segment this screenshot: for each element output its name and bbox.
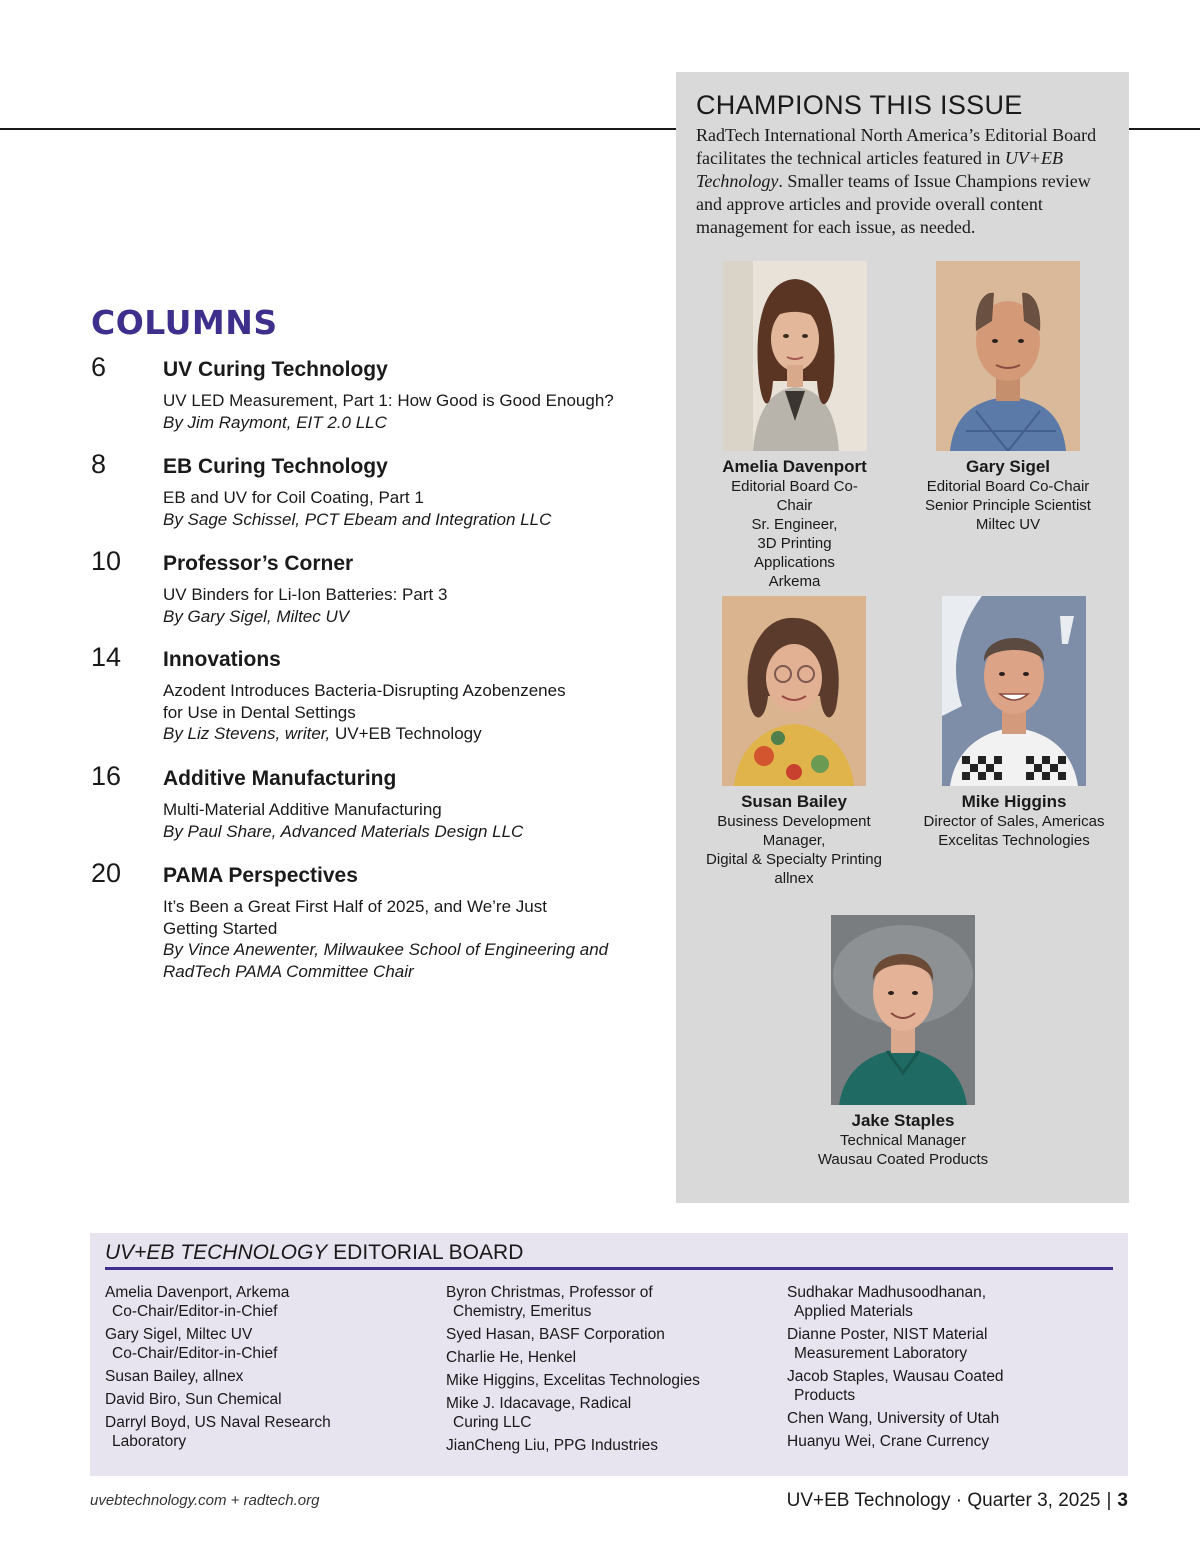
board-member-name: Gary Sigel, Miltec UV	[105, 1326, 253, 1343]
board-member	[105, 1325, 435, 1363]
column-title: PAMA Perspectives	[163, 864, 358, 887]
board-member-detail: Chemistry, Emeritus	[453, 1303, 592, 1320]
column-byline: By Vince Anewenter, Milwaukee School of Engineering and	[163, 940, 609, 959]
column-summary	[163, 896, 653, 982]
board-member-detail: Applied Materials	[794, 1303, 913, 1320]
board-member: Syed Hasan, BASF Corporation	[446, 1326, 665, 1343]
board-member-name: Darryl Boyd, US Naval Research	[105, 1414, 331, 1431]
champion-role: Business Development	[717, 813, 871, 830]
board-member	[105, 1413, 435, 1451]
column-title: Innovations	[163, 648, 281, 671]
champion-susan-bailey	[694, 596, 894, 888]
column-summary	[163, 390, 653, 433]
column-page-number: 6	[91, 352, 107, 382]
champion-gary-sigel	[912, 261, 1104, 534]
board-member-detail: Products	[794, 1387, 856, 1404]
champion-name: Gary Sigel	[965, 457, 1051, 476]
champion-name: Jake Staples	[851, 1111, 955, 1130]
champion-company: Miltec UV	[975, 516, 1041, 533]
champion-role: Digital & Specialty Printing	[706, 851, 882, 868]
champion-company: Wausau Coated Products	[817, 1151, 989, 1168]
board-member-detail: Co-Chair/Editor-in-Chief	[112, 1345, 278, 1362]
editorial-board-title	[105, 1241, 523, 1265]
board-member: Mike Higgins, Excelitas Technologies	[446, 1372, 700, 1389]
column-title: Additive Manufacturing	[163, 767, 397, 790]
board-column-1	[105, 1283, 435, 1455]
board-member: Susan Bailey, allnex	[105, 1368, 244, 1385]
page-number: 3	[1117, 1490, 1128, 1511]
champion-role: Editorial Board Co-Chair	[926, 478, 1090, 495]
champion-name: Susan Bailey	[741, 792, 847, 811]
column-article-title: UV LED Measurement, Part 1: How Good is Good Enough?	[163, 391, 614, 410]
champion-name: Mike Higgins	[961, 792, 1067, 811]
board-column-3	[787, 1283, 1117, 1455]
column-byline: RadTech PAMA Committee Chair	[163, 961, 414, 981]
column-summary	[163, 680, 653, 745]
champion-role: Sr. Engineer,	[751, 516, 838, 533]
column-summary	[163, 487, 653, 530]
column-page-number: 8	[91, 449, 107, 479]
column-byline	[163, 723, 653, 745]
champions-desc-part: RadTech International North America’s Editorial Board facilitates the technical articles featured in	[696, 125, 1097, 168]
column-title: Professor’s Corner	[163, 552, 354, 575]
column-article-title: Multi-Material Additive Manufacturing	[163, 800, 442, 819]
board-member-detail: Measurement Laboratory	[794, 1345, 968, 1362]
column-byline: By Gary Sigel, Miltec UV	[163, 606, 350, 626]
champion-name: Amelia Davenport	[722, 457, 867, 476]
board-member: Huanyu Wei, Crane Currency	[787, 1433, 990, 1450]
champion-company: allnex	[774, 870, 814, 887]
champion-role: Editorial Board Co-Chair	[731, 478, 858, 514]
column-title: UV Curing Technology	[163, 358, 388, 381]
board-member	[787, 1367, 1117, 1405]
champions-desc-publication: UV+EB Technology	[696, 148, 1063, 191]
column-article-title: for Use in Dental Settings	[163, 702, 356, 722]
champion-photo	[942, 596, 1086, 786]
column-summary	[163, 799, 653, 842]
column-byline-publication: UV+EB Technology	[330, 724, 482, 743]
board-column-2	[446, 1283, 776, 1459]
board-member	[787, 1283, 1117, 1321]
column-article-title: UV Binders for Li-Ion Batteries: Part 3	[163, 585, 448, 604]
top-rule-left	[0, 128, 676, 130]
board-member-name: Sudhakar Madhusoodhanan,	[787, 1284, 987, 1301]
board-member-detail: Curing LLC	[453, 1414, 532, 1431]
champion-role: Manager,	[762, 832, 826, 849]
footer-issue: UV+EB Technology · Quarter 3, 2025	[786, 1490, 1101, 1511]
column-article-title: It’s Been a Great First Half of 2025, and We’re Just	[163, 897, 547, 916]
board-member: JianCheng Liu, PPG Industries	[446, 1437, 658, 1454]
champions-panel	[676, 72, 1129, 1203]
champion-role: Director of Sales, Americas	[923, 813, 1105, 830]
footer-website-links[interactable]: uvebtechnology.com + radtech.org	[90, 1492, 320, 1509]
column-byline-author: By Liz Stevens, writer,	[163, 724, 331, 743]
board-member-name: Amelia Davenport, Arkema	[105, 1284, 290, 1301]
column-title: EB Curing Technology	[163, 455, 388, 478]
editorial-board	[90, 1233, 1128, 1476]
champion-photo	[723, 261, 867, 451]
column-byline: By Jim Raymont, EIT 2.0 LLC	[163, 412, 387, 432]
board-member	[105, 1283, 435, 1321]
champion-jake-staples	[796, 915, 1010, 1169]
champion-photo	[831, 915, 975, 1105]
column-article-title: Getting Started	[163, 918, 278, 938]
columns-heading: COLUMNS	[91, 303, 278, 342]
board-member	[446, 1394, 776, 1432]
board-member	[446, 1283, 776, 1321]
board-member: Charlie He, Henkel	[446, 1349, 577, 1366]
board-member	[787, 1325, 1117, 1363]
column-page-number: 16	[91, 761, 122, 791]
board-member-name: Dianne Poster, NIST Material	[787, 1326, 988, 1343]
column-article-title: EB and UV for Coil Coating, Part 1	[163, 488, 424, 507]
column-page-number: 14	[91, 642, 122, 672]
board-member: Chen Wang, University of Utah	[787, 1410, 1000, 1427]
board-member-name: Jacob Staples, Wausau Coated	[787, 1368, 1004, 1385]
footer-separator: |	[1106, 1490, 1112, 1511]
champion-mike-higgins	[914, 596, 1114, 850]
column-page-number: 10	[91, 546, 122, 576]
champion-photo	[722, 596, 866, 786]
board-divider	[105, 1267, 1113, 1270]
board-title-rest: EDITORIAL BOARD	[327, 1241, 524, 1264]
champion-photo	[936, 261, 1080, 451]
champion-company: Excelitas Technologies	[938, 832, 1090, 849]
footer-issue-info	[787, 1490, 1128, 1512]
champion-company: Arkema	[768, 573, 821, 590]
column-byline: By Sage Schissel, PCT Ebeam and Integration LLC	[163, 509, 552, 529]
column-article-title: Azodent Introduces Bacteria-Disrupting Azobenzenes	[163, 681, 566, 700]
champion-role: 3D Printing Applications	[754, 535, 835, 571]
board-member-detail: Laboratory	[112, 1433, 187, 1450]
top-rule-right	[1128, 128, 1200, 130]
board-member: David Biro, Sun Chemical	[105, 1391, 282, 1408]
board-member-name: Byron Christmas, Professor of	[446, 1284, 653, 1301]
board-title-publication: UV+EB TECHNOLOGY	[105, 1241, 328, 1264]
board-member-detail: Co-Chair/Editor-in-Chief	[112, 1303, 278, 1320]
column-summary	[163, 584, 653, 627]
column-byline: By Paul Share, Advanced Materials Design LLC	[163, 821, 524, 841]
board-member-name: Mike J. Idacavage, Radical	[446, 1395, 632, 1412]
column-page-number: 20	[91, 858, 122, 888]
champions-desc-part: . Smaller teams of Issue Champions review and approve articles and provide overall content management for each issue, as needed.	[696, 171, 1091, 237]
champions-description	[696, 124, 1116, 239]
champion-amelia-davenport	[722, 261, 867, 591]
champions-title: CHAMPIONS THIS ISSUE	[696, 90, 1023, 120]
champion-role: Technical Manager	[840, 1132, 966, 1149]
champion-role: Senior Principle Scientist	[925, 497, 1091, 514]
